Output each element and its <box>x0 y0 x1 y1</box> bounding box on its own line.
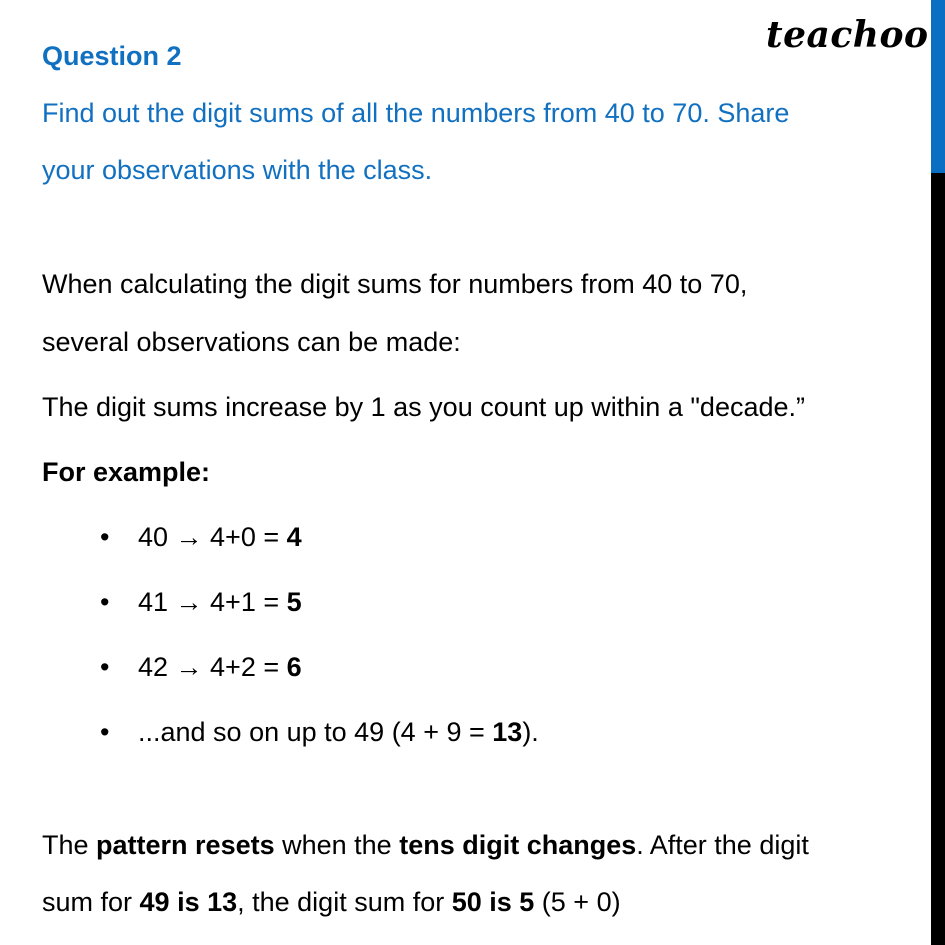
question-title: Question 2 <box>42 41 182 71</box>
pattern-text-line-2: sum for 49 is 13, the digit sum for 50 is 5 (5 + 0) <box>42 887 621 917</box>
bullet-icon: • <box>100 522 110 552</box>
side-accent-bar-blue <box>931 0 945 173</box>
example-heading: For example: <box>42 457 211 487</box>
intro-line-2: several observations can be made: <box>42 327 461 357</box>
pattern-text-line-1: The pattern resets when the tens digit changes. After the digit <box>42 830 809 860</box>
observation-text: The digit sums increase by 1 as you count up within a "decade.” <box>42 392 806 422</box>
question-text-line-1: Find out the digit sums of all the numbers from 40 to 70. Share <box>42 98 790 128</box>
teachoo-logo: teachoo <box>766 14 929 56</box>
bullet-icon: • <box>100 587 110 617</box>
bullet-icon: • <box>100 717 110 747</box>
intro-line-1: When calculating the digit sums for numbers from 40 to 70, <box>42 269 748 299</box>
bullet-icon: • <box>100 652 110 682</box>
question-text-line-2: your observations with the class. <box>42 155 433 185</box>
side-accent-bar-black <box>931 173 945 945</box>
